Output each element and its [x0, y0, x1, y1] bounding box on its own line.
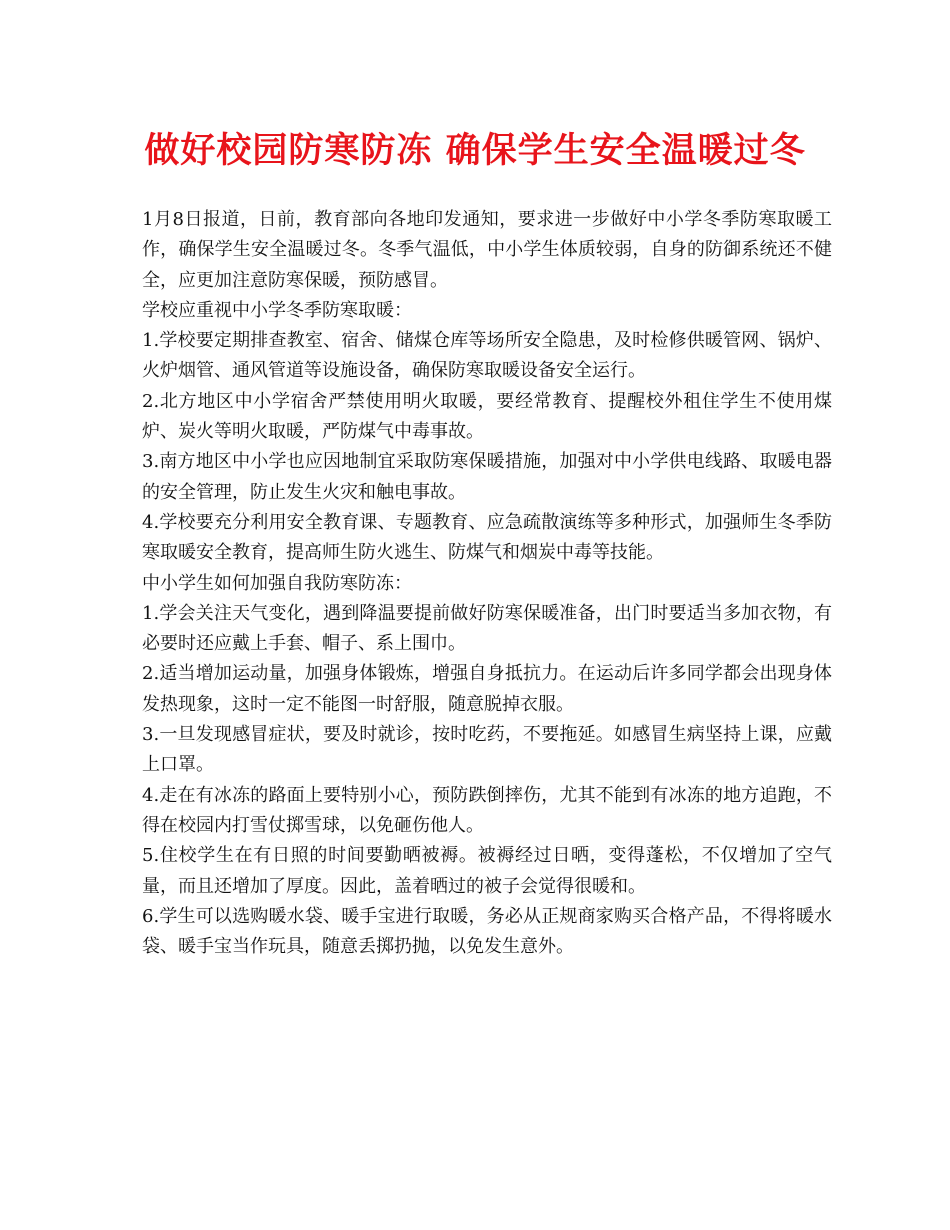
section-heading-students: 中小学生如何加强自我防寒防冻： — [142, 572, 412, 594]
document-title: 做好校园防寒防冻 确保学生安全温暖过冬 — [144, 130, 806, 171]
document-body — [142, 205, 832, 962]
school-item-4: 4.学校要充分利用安全教育课、专题教育、应急疏散演练等多种形式，加强师生冬季防寒取暖安全教育，提高师生防火逃生、防煤气和烟炭中毒等技能。 — [142, 511, 832, 564]
school-item-1: 1.学校要定期排查教室、宿舍、储煤仓库等场所安全隐患，及时检修供暖管网、锅炉、火炉烟管、通风管道等设施设备，确保防寒取暖设备安全运行。 — [142, 330, 832, 382]
paragraph-intro: 1月8日报道，日前，教育部向各地印发通知，要求进一步做好中小学冬季防寒取暖工作，确保学生安全温暖过冬。冬季气温低，中小学生体质较弱，自身的防御系统还不健全，应更加注意防寒保暖，预防感冒。 — [142, 209, 832, 291]
student-item-1: 1.学会关注天气变化，遇到降温要提前做好防寒保暖准备，出门时要适当多加衣物，有必要时还应戴上手套、帽子、系上围巾。 — [142, 602, 832, 655]
student-item-4: 4.走在有冰冻的路面上要特别小心，预防跌倒摔伤，尤其不能到有冰冻的地方追跑，不得在校园内打雪仗掷雪球，以免砸伤他人。 — [142, 784, 832, 836]
student-item-6: 6.学生可以选购暖水袋、暖手宝进行取暖，务必从正规商家购买合格产品，不得将暖水袋、暖手宝当作玩具，随意丢掷扔抛，以免发生意外。 — [142, 905, 832, 958]
section-heading-school: 学校应重视中小学冬季防寒取暖： — [142, 299, 412, 321]
school-item-2: 2.北方地区中小学宿舍严禁使用明火取暖，要经常教育、提醒校外租住学生不使用煤炉、炭火等明火取暖，严防煤气中毒事故。 — [142, 390, 832, 443]
student-item-2: 2.适当增加运动量，加强身体锻炼，增强自身抵抗力。在运动后许多同学都会出现身体发热现象，这时一定不能图一时舒服，随意脱掉衣服。 — [142, 663, 832, 715]
student-item-5: 5.住校学生在有日照的时间要勤晒被褥。被褥经过日晒，变得蓬松，不仅增加了空气量，而且还增加了厚度。因此，盖着晒过的被子会觉得很暖和。 — [142, 845, 832, 897]
student-item-3: 3.一旦发现感冒症状，要及时就诊，按时吃药，不要拖延。如感冒生病坚持上课，应戴上口罩。 — [142, 724, 832, 776]
school-item-3: 3.南方地区中小学也应因地制宜采取防寒保暖措施，加强对中小学供电线路、取暖电器的安全管理，防止发生火灾和触电事故。 — [142, 451, 832, 503]
